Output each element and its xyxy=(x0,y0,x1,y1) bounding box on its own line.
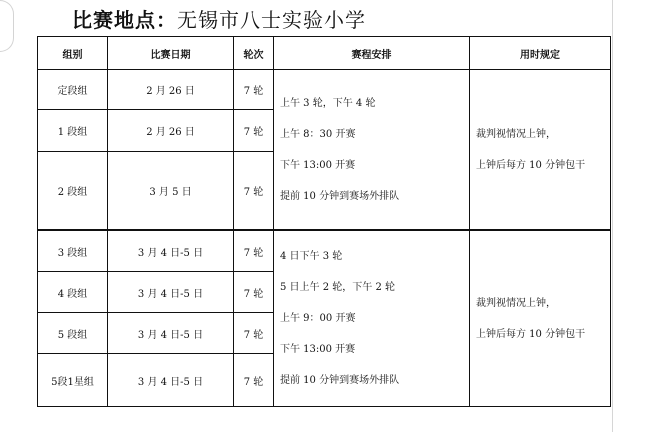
rounds-cell: 7 轮 xyxy=(234,110,274,152)
schedule-plan-cell xyxy=(274,230,470,407)
date-cell: 3 月 4 日-5 日 xyxy=(108,313,234,354)
group-cell: 2 段组 xyxy=(38,152,108,231)
rounds-cell: 7 轮 xyxy=(234,230,274,272)
plan-line: 提前 10 分钟到赛场外排队 xyxy=(280,190,400,202)
time-rules-list xyxy=(476,288,610,350)
column-header-time-rules: 用时规定 xyxy=(470,37,611,70)
date-cell: 3 月 4 日-5 日 xyxy=(108,230,234,272)
venue-name: 无锡市八士实验小学 xyxy=(177,8,366,32)
time-rule-line: 上钟后每方 10 分钟包干 xyxy=(476,159,586,171)
plan-line: 提前 10 分钟到赛场外排队 xyxy=(280,375,400,386)
date-cell: 3 月 4 日-5 日 xyxy=(108,354,234,407)
rounds-cell: 7 轮 xyxy=(234,313,274,354)
venue-title xyxy=(72,6,366,34)
group-cell: 4 段组 xyxy=(38,272,108,313)
plan-line: 上午 9：00 开赛 xyxy=(280,313,356,324)
time-rule-line: 裁判视情况上钟， xyxy=(476,128,556,140)
schedule-plan-list xyxy=(280,88,469,212)
plan-line: 上午 8：30 开赛 xyxy=(280,128,356,140)
date-cell: 2 月 26 日 xyxy=(108,70,234,110)
column-header-rounds: 轮次 xyxy=(234,37,274,70)
plan-line: 下午 13:00 开赛 xyxy=(280,344,356,355)
table-header-row xyxy=(38,37,611,70)
group-cell: 3 段组 xyxy=(38,230,108,272)
time-rules-list xyxy=(476,119,610,181)
venue-label: 比赛地点： xyxy=(72,8,177,32)
column-header-group: 组别 xyxy=(38,37,108,70)
table-row xyxy=(38,70,611,110)
time-rules-cell xyxy=(470,70,611,231)
rounds-cell: 7 轮 xyxy=(234,70,274,110)
plan-line: 5 日上午 2 轮，下午 2 轮 xyxy=(280,282,395,293)
time-rule-line: 上钟后每方 10 分钟包干 xyxy=(476,328,586,340)
schedule-plan-cell xyxy=(274,70,470,231)
schedule-plan-list xyxy=(280,241,469,396)
rounds-cell: 7 轮 xyxy=(234,272,274,313)
group-cell: 5 段组 xyxy=(38,313,108,354)
time-rules-cell xyxy=(470,230,611,407)
column-header-date: 比赛日期 xyxy=(108,37,234,70)
page-margin-rule xyxy=(612,0,613,432)
column-header-schedule: 赛程安排 xyxy=(274,37,470,70)
group-cell: 1 段组 xyxy=(38,110,108,152)
time-rule-line: 裁判视情况上钟， xyxy=(476,297,556,309)
plan-line: 下午 13:00 开赛 xyxy=(280,159,356,171)
table-row xyxy=(38,230,611,272)
date-cell: 2 月 26 日 xyxy=(108,110,234,152)
date-cell: 3 月 5 日 xyxy=(108,152,234,231)
rounds-cell: 7 轮 xyxy=(234,152,274,231)
page-corner-decoration xyxy=(0,0,14,52)
rounds-cell: 7 轮 xyxy=(234,354,274,407)
group-cell: 5段1星组 xyxy=(38,354,108,407)
schedule-table xyxy=(37,36,611,407)
plan-line: 4 日下午 3 轮 xyxy=(280,251,343,262)
plan-line: 上午 3 轮，下午 4 轮 xyxy=(280,97,376,109)
group-cell: 定段组 xyxy=(38,70,108,110)
date-cell: 3 月 4 日-5 日 xyxy=(108,272,234,313)
